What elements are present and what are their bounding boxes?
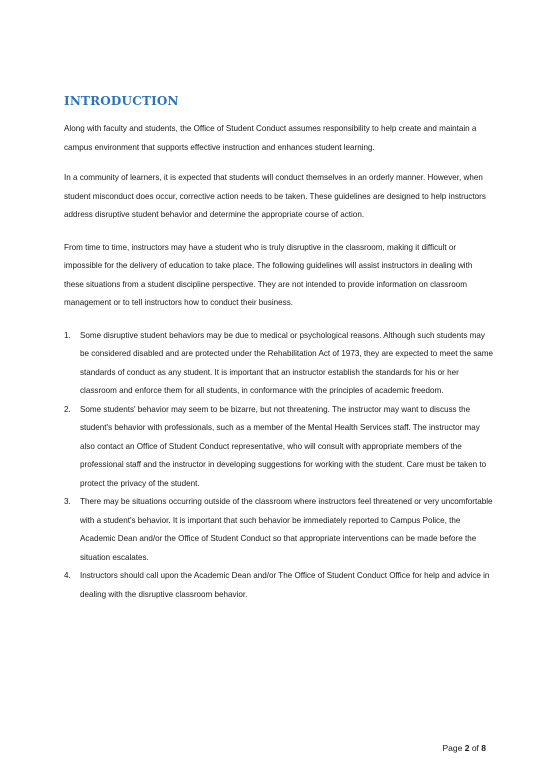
list-item bbox=[64, 401, 494, 494]
list-item-text: Instructors should call upon the Academic Dean and/or The Office of Student Conduct Office for help and advice in dealing with the disruptive classroom behavior. bbox=[80, 571, 490, 599]
list-item bbox=[64, 493, 494, 567]
list-item-text: Some students' behavior may seem to be bizarre, but not threatening. The instructor may want to discuss the student's behavior with professionals, such as a member of the Mental Health Services staff. The instructor may also contact an Office of Student Conduct representative, who will consult with appropriate members of the professional staff and the instructor in developing suggestions for working with the student. Care must be taken to protect the privacy of the student. bbox=[80, 404, 487, 488]
page-number-footer bbox=[443, 743, 487, 753]
list-item-number: 4. bbox=[64, 571, 71, 580]
page-number-total: 8 bbox=[481, 743, 486, 753]
paragraph-guidelines: From time to time, instructors may have a student who is truly disruptive in the classroom, making it difficult or impossible for the delivery of education to take place. The following guidelines will assist instructors in dealing with these situations from a student discipline perspective. They are not intended to provide information on classroom management or to tell instructors how to conduct their business. bbox=[64, 242, 473, 307]
list-item bbox=[64, 327, 494, 401]
list-item-number: 2. bbox=[64, 404, 71, 414]
paragraph-community: In a community of learners, it is expected that students will conduct themselves in an orderly manner. However, when student misconduct does occur, corrective action needs to be taken. These guidelines are designed to help instructors address disruptive student behavior and determine the appropriate course of action. bbox=[64, 173, 486, 219]
list-item bbox=[64, 567, 494, 604]
page-content bbox=[64, 94, 494, 604]
page-number-separator: of bbox=[469, 743, 482, 753]
list-item-text: Some disruptive student behaviors may be due to medical or psychological reasons. Although such students may be considered disabled and are protected under the Rehabilitation Act of 1973, they are expected to meet the same standards of conduct as any student. It is important that an instructor establish the standards for his or her classroom and enforce them for all students, in conformance with the principles of academic freedom. bbox=[80, 330, 494, 395]
paragraph-intro: Along with faculty and students, the Office of Student Conduct assumes responsibility to help create and maintain a campus environment that supports effective instruction and enhances student learning. bbox=[64, 124, 477, 152]
list-item-number: 1. bbox=[64, 330, 71, 340]
guidelines-list bbox=[64, 327, 494, 605]
page-number-current: 2 bbox=[464, 743, 470, 753]
section-heading: INTRODUCTION bbox=[64, 94, 179, 108]
page-number-prefix: Page bbox=[442, 743, 465, 753]
list-item-number: 3. bbox=[64, 497, 71, 506]
list-item-text: There may be situations occurring outside of the classroom where instructors feel threatened or very uncomfortable with a student's behavior. It is important that such behavior be immediately reported to Campus Police, the Academic Dean and/or the Office of Student Conduct so that appropriate interventions can be made before the situation escalates. bbox=[80, 497, 493, 562]
